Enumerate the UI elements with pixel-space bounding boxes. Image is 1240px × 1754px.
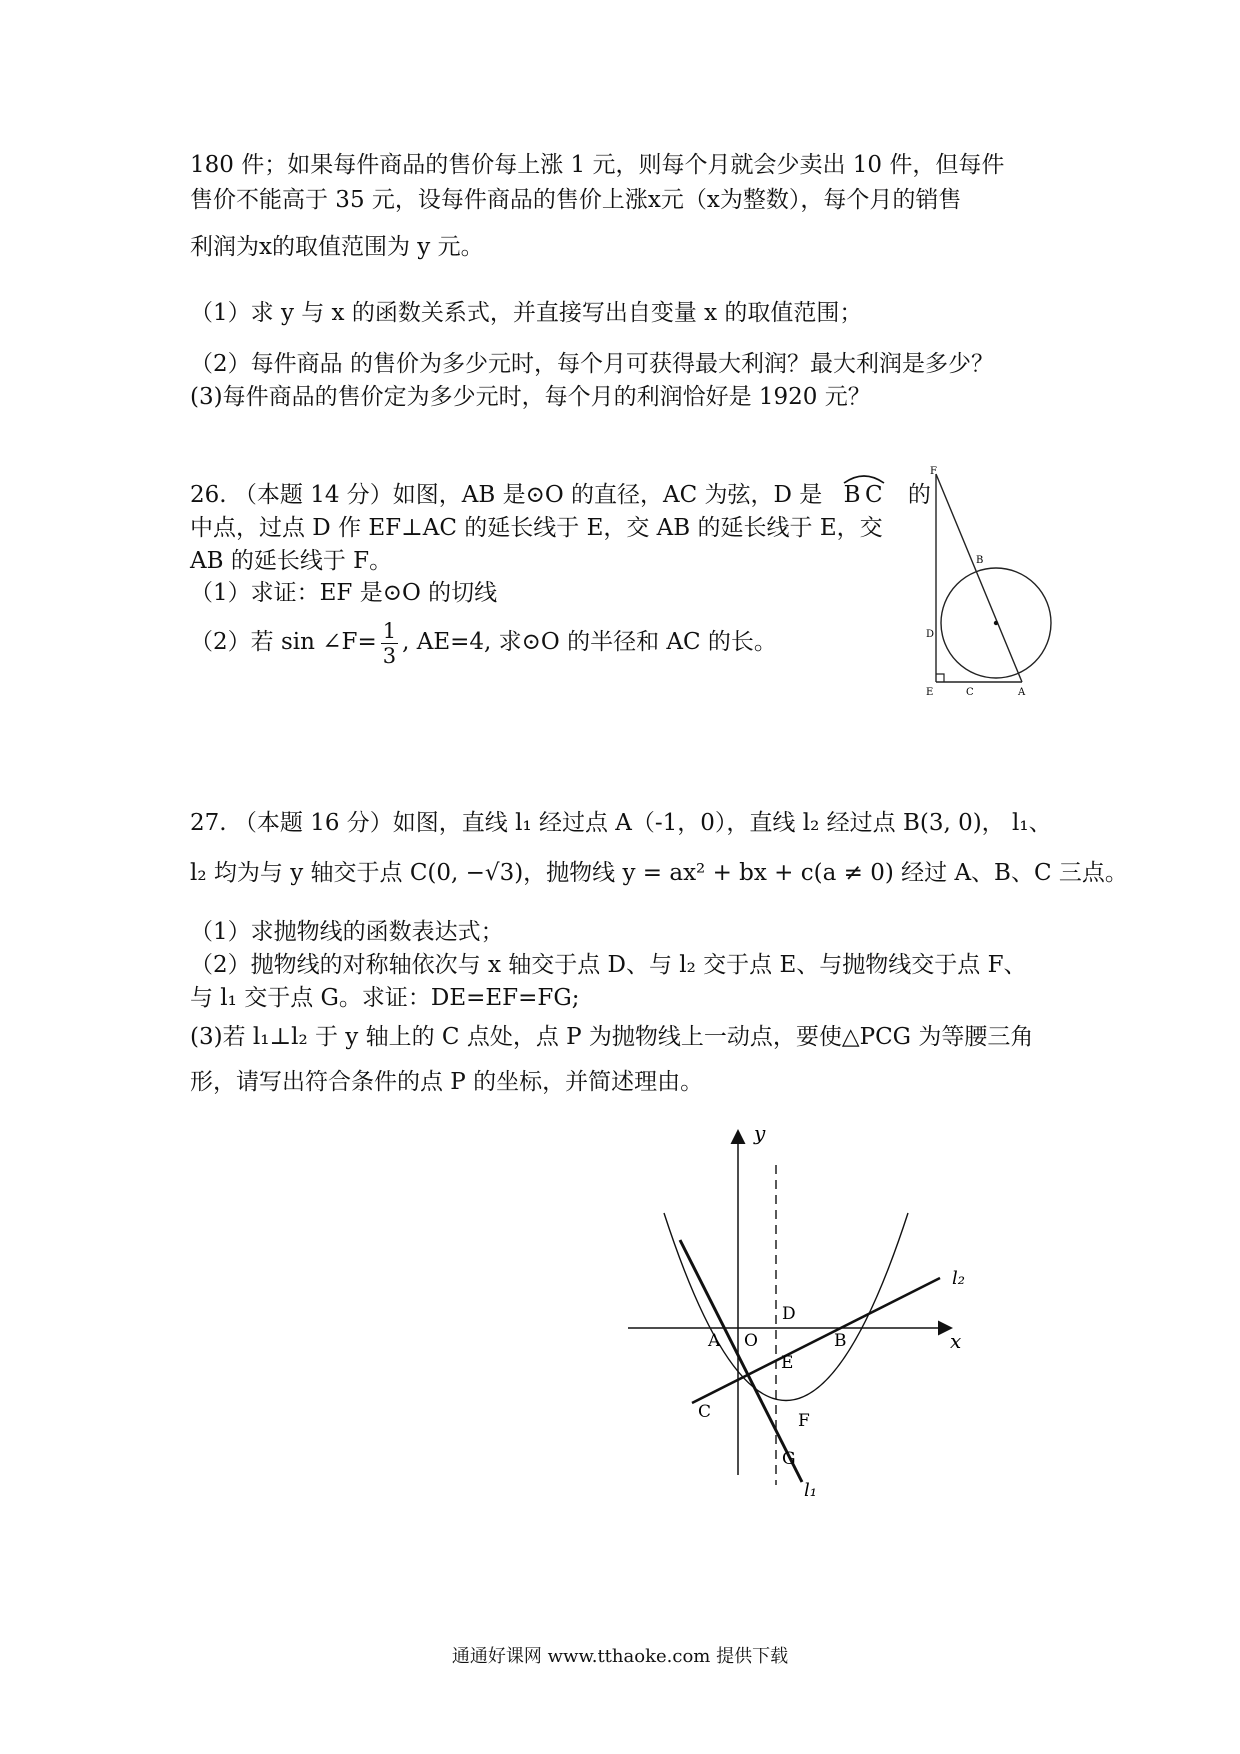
p25-text-line-1: 180 件；如果每件商品的售价每上涨 1 元，则每个月就会少卖出 10 件，但每件 bbox=[190, 152, 1005, 178]
p27-question-3a: (3)若 l₁⊥l₂ 于 y 轴上的 C 点处，点 P 为抛物线上一动点，要使△PCG 为等腰三角 bbox=[190, 1024, 1034, 1050]
p26-text-line-3: AB 的延长线于 F。 bbox=[190, 548, 393, 574]
p26-question-2 bbox=[190, 618, 777, 668]
fig27-label-E: E bbox=[781, 1353, 794, 1373]
p25-question-2: （2）每件商品 的售价为多少元时，每个月可获得最大利润？最大利润是多少？ bbox=[190, 351, 994, 377]
fig27-label-l1: l₁ bbox=[804, 1480, 817, 1500]
p26-line1-text: 26. （本题 14 分）如图，AB 是⊙O 的直径，AC 为弦，D 是 bbox=[190, 482, 823, 508]
fig27-label-y: y bbox=[754, 1121, 766, 1145]
fig27-label-D: D bbox=[782, 1304, 796, 1324]
fig26-label-A: A bbox=[1018, 687, 1026, 698]
p27-question-2b: 与 l₁ 交于点 G。求证：DE=EF=FG; bbox=[190, 985, 580, 1011]
p27-text-line-2: l₂ 均为与 y 轴交于点 C(0, −√3)，抛物线 y = ax² + bx + c(a ≠ 0) 经过 A、B、C 三点。 bbox=[190, 860, 1128, 886]
fig26-label-C: C bbox=[966, 687, 974, 698]
p26-text-line-1 bbox=[190, 480, 931, 510]
figure-27-parabola-diagram bbox=[620, 1120, 980, 1500]
fraction-denominator: 3 bbox=[382, 643, 397, 668]
p27-question-1: （1）求抛物线的函数表达式； bbox=[190, 919, 504, 945]
fig27-label-l2: l₂ bbox=[952, 1268, 965, 1289]
arc-symbol-icon bbox=[842, 472, 886, 484]
fig26-label-B: B bbox=[976, 555, 984, 566]
fig26-label-F: F bbox=[930, 466, 937, 477]
fig27-label-B: B bbox=[834, 1331, 847, 1351]
page-footer: 通通好课网 www.tthaoke.com 提供下载 bbox=[451, 1646, 789, 1667]
p25-question-3: (3)每件商品的售价定为多少元时，每个月的利润恰好是 1920 元？ bbox=[190, 384, 871, 410]
p26-arc-bc: BC bbox=[844, 480, 887, 510]
p26-line1-end: 的 bbox=[907, 482, 931, 508]
fig27-label-O: O bbox=[744, 1331, 758, 1351]
p26-q2-post: , AE=4, 求⊙O 的半径和 AC 的长。 bbox=[402, 629, 777, 655]
p26-text-line-2: 中点，过点 D 作 EF⊥AC 的延长线于 E，交 AB 的延长线于 E，交 bbox=[190, 515, 883, 541]
fig26-label-E: E bbox=[926, 687, 934, 698]
p26-q2-pre: （2）若 sin ∠F= bbox=[190, 629, 377, 655]
fig27-label-A: A bbox=[708, 1331, 721, 1351]
figure-26-circle-diagram bbox=[920, 460, 1070, 710]
fig26-label-D: D bbox=[926, 629, 935, 640]
fraction-numerator: 1 bbox=[382, 618, 397, 643]
fig27-label-C: C bbox=[698, 1402, 712, 1422]
p26-question-1: （1）求证：EF 是⊙O 的切线 bbox=[190, 580, 498, 606]
fig27-label-F: F bbox=[798, 1411, 810, 1431]
p25-question-1: （1）求 y 与 x 的函数关系式，并直接写出自变量 x 的取值范围； bbox=[190, 300, 863, 326]
p26-fraction bbox=[381, 619, 398, 668]
p25-text-line-2: 售价不能高于 35 元，设每件商品的售价上涨x元（x为整数），每个月的销售 bbox=[190, 187, 962, 213]
fig27-label-G: G bbox=[782, 1449, 796, 1469]
p25-text-line-3: 利润为x的取值范围为 y 元。 bbox=[190, 234, 484, 260]
fig27-label-x: x bbox=[950, 1329, 962, 1353]
p27-question-2a: （2）抛物线的对称轴依次与 x 轴交于点 D、与 l₂ 交于点 E、与抛物线交于点 F、 bbox=[190, 952, 1027, 978]
p27-text-line-1: 27. （本题 16 分）如图，直线 l₁ 经过点 A（-1，0），直线 l₂ 经过点 B(3, 0)， l₁、 bbox=[190, 810, 1052, 836]
p27-question-3b: 形，请写出符合条件的点 P 的坐标，并简述理由。 bbox=[190, 1069, 704, 1095]
